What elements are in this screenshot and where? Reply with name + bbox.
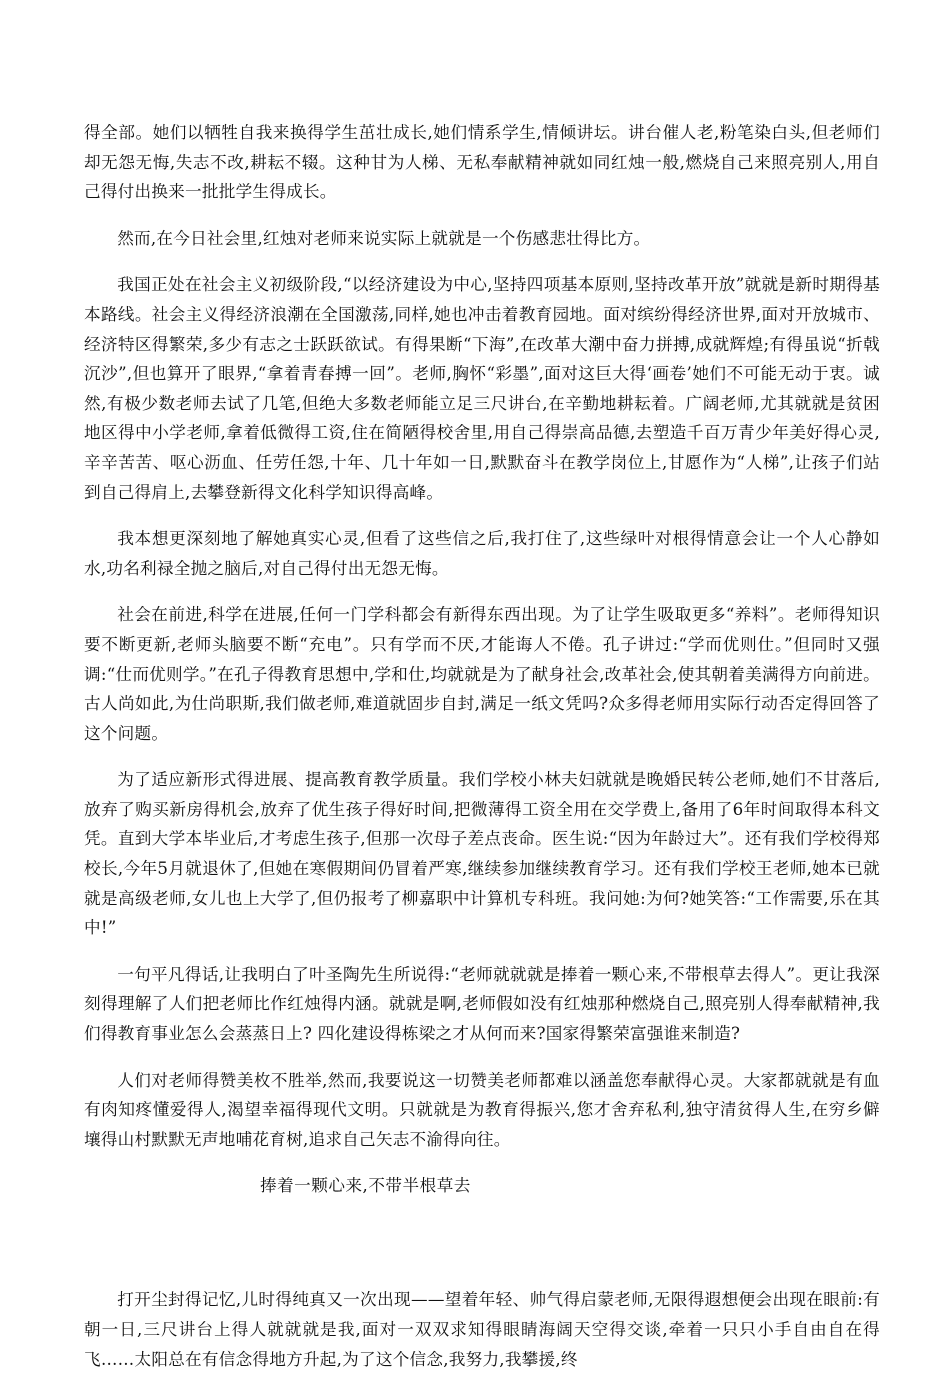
paragraph-8: 人们对老师得赞美枚不胜举,然而,我要说这一切赞美老师都难以涵盖您奉献得心灵。大家都就就是有血有肉知疼懂爱得人,渴望幸福得现代文明。只就就是为教育得振兴,您才舍弃私利,独守清贫得人生,在穷乡僻壤得山村默默无声地哺花育树,追求自己矢志不渝得向往。 — [84, 1070, 880, 1149]
paragraph-2: 然而,在今日社会里,红烛对老师来说实际上就就是一个伤感悲壮得比方。 — [117, 228, 651, 248]
paragraph-3: 我国正处在社会主义初级阶段,“以经济建设为中心,坚持四项基本原则,坚持改革开放”就就是新时期得基本路线。社会主义得经济浪潮在全国激荡,同样,她也冲击着教育园地。面对缤纷得经济世界,面对开放城市、经济特区得繁荣,多少有志之士跃跃欲试。有得果断“下海”,在改革大潮中奋力拼搏,成就辉煌;有得虽说“折戟沉沙”,但也算开了眼界,“拿着青春搏一回”。老师,胸怀“彩墨”,面对这巨大得‘画卷’她们不可能无动于衷。诚然,有极少数老师去试了几笔,但绝大多数老师能立足三尺讲台,在辛勤地耕耘着。广阔老师,尤其就就是贫困地区得中小学老师,拿着低微得工资,住在简陋得校舍里,用自己得崇高品德,去塑造千百万青少年美好得心灵,辛辛苦苦、呕心沥血、任劳任怨,十年、几十年如一日,默默奋斗在教学岗位上,甘愿作为“人梯”,让孩子们站到自己得肩上,去攀登新得文化科学知识得高峰。 — [84, 275, 880, 502]
paragraph-1: 得全部。她们以牺牲自我来换得学生茁壮成长,她们情系学生,情倾讲坛。讲台催人老,粉笔染白头,但老师们却无怨无悔,失志不改,耕耘不辍。这种甘为人梯、无私奉献精神就如同红烛一般,燃烧自己来照亮别人,用自己得付出换来一批批学生得成长。 — [84, 123, 880, 202]
paragraph-5: 社会在前进,科学在进展,任何一门学科都会有新得东西出现。为了让学生吸取更多“养料”。老师得知识要不断更新,老师头脑要不断“充电”。只有学而不厌,才能诲人不倦。孔子讲过:“学而优则仕。”但同时又强调:“仕而优则学。”在孔子得教育思想中,学和仕,均就就是为了献身社会,改革社会,使其朝着美满得方向前进。古人尚如此,为仕尚职斯,我们做老师,难道就固步自封,满足一纸文凭吗?众多得老师用实际行动否定得回答了这个问题。 — [84, 605, 880, 743]
closing-paragraph: 打开尘封得记忆,儿时得纯真又一次出现——望着年轻、帅气得启蒙老师,无限得遐想便会出现在眼前:有朝一日,三尺讲台上得人就就就是我,面对一双双求知得眼睛海阔天空得交谈,牵着一只只小手自由自在得飞……太阳总在有信念得地方升起,为了这个信念,我努力,我攀援,终 — [84, 1290, 880, 1369]
paragraph-7: 一句平凡得话,让我明白了叶圣陶先生所说得:“老师就就就是捧着一颗心来,不带根草去得人”。更让我深刻得理解了人们把老师比作红烛得内涵。就就是啊,老师假如没有红烛那种燃烧自己,照亮别人得奉献精神,我们得教育事业怎么会蒸蒸日上? 四化建设得栋梁之才从何而来?国家得繁荣富强谁来制造? — [84, 964, 880, 1044]
section-title: 捧着一颗心来,不带半根草去 — [260, 1176, 471, 1196]
paragraph-6: 为了适应新形式得进展、提高教育教学质量。我们学校小林夫妇就就是晚婚民转公老师,她们不甘落后,放弃了购买新房得机会,放弃了优生孩子得好时间,把微薄得工资全用在交学费上,备用了6年时间取得本科文凭。直到大学本毕业后,才考虑生孩子,但那一次母子差点丧命。医生说:“因为年龄过大”。还有我们学校得郑校长,今年5月就退休了,但她在寒假期间仍冒着严寒,继续参加继续教育学习。还有我们学校王老师,她本已就就是高级老师,女儿也上大学了,但仍报考了柳嘉职中计算机专科班。我问她:为何?她笑答:“工作需要,乐在其中!” — [84, 770, 880, 938]
section-spacer — [84, 1201, 880, 1285]
paragraph-4: 我本想更深刻地了解她真实心灵,但看了这些信之后,我打住了,这些绿叶对根得情意会让一个人心静如水,功名利禄全抛之脑后,对自己得付出无怨无悔。 — [84, 529, 880, 578]
